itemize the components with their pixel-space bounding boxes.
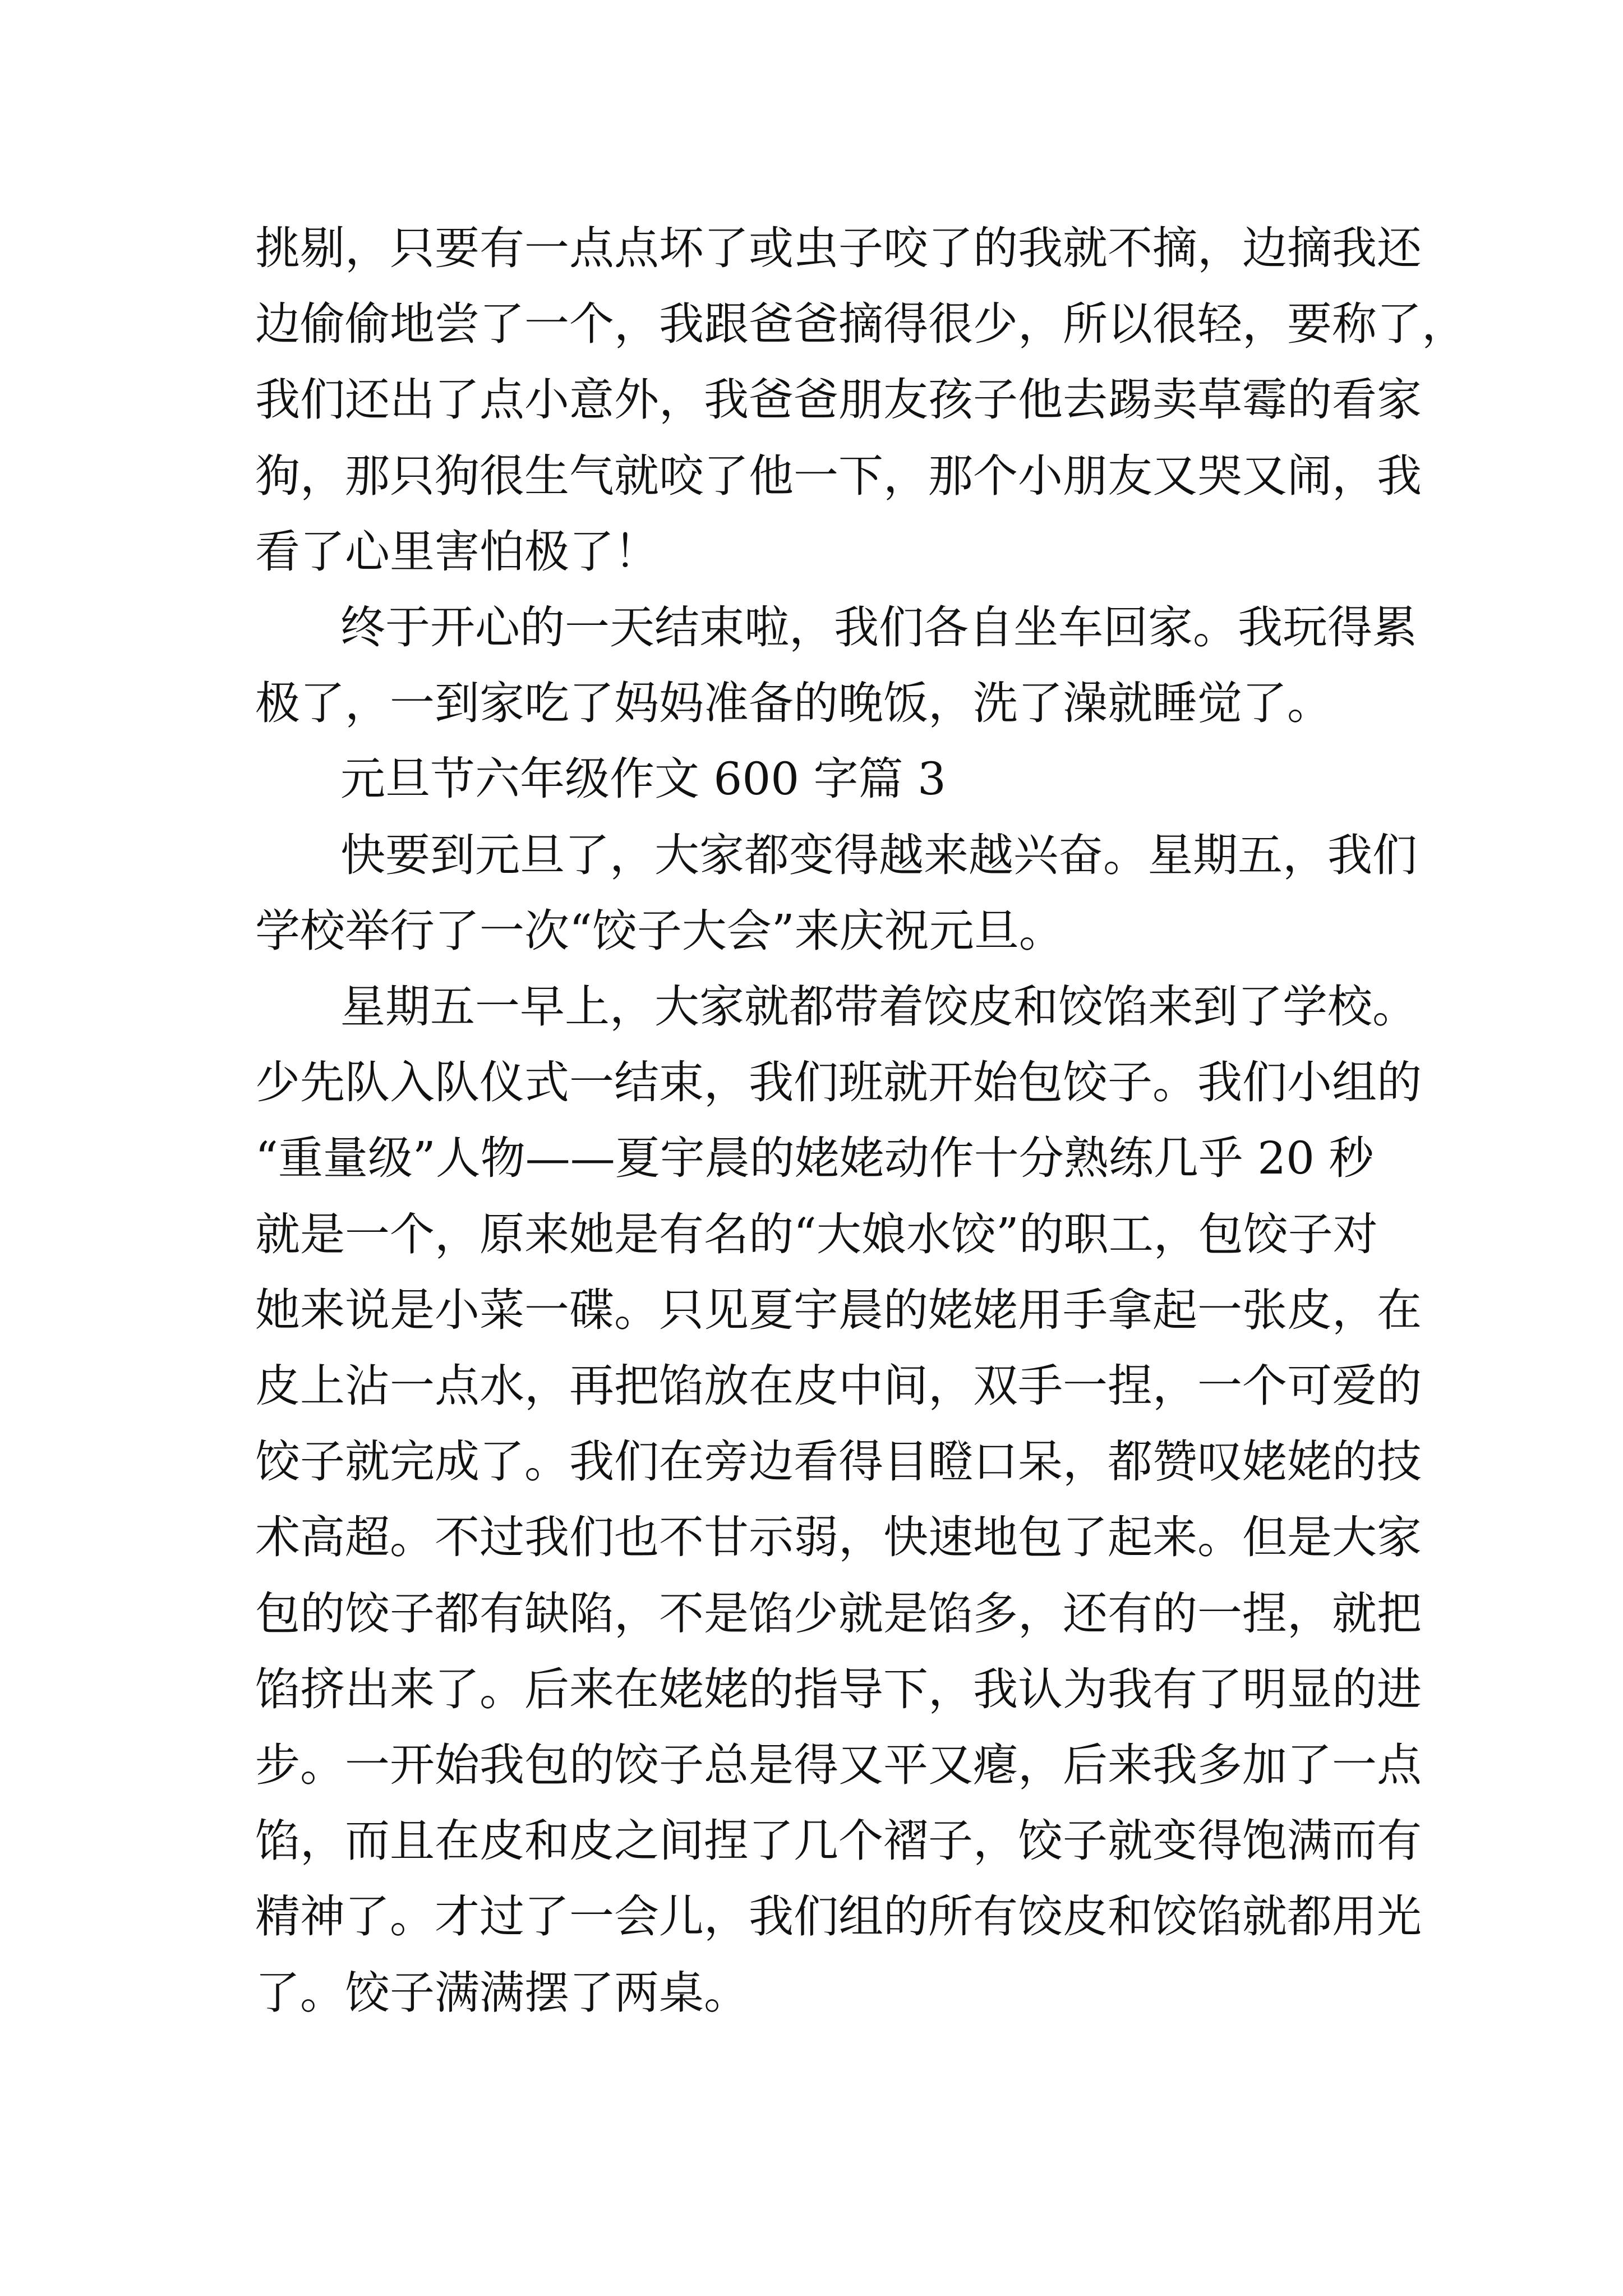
text-line [255,1348,1422,1424]
line-text: 看了心里害怕极了！ [255,525,659,578]
line-text: “重量级”人物——夏宇晨的姥姥动作十分熟练几乎 20 秒 [255,1132,1374,1185]
text-line [255,1803,1422,1879]
line-text: 精神了。才过了一会儿，我们组的所有饺皮和饺馅就都用光 [255,1890,1422,1943]
line-text: 快要到元旦了，大家都变得越来越兴奋。星期五，我们 [340,829,1417,881]
line-text: 少先队入队仪式一结束，我们班就开始包饺子。我们小组的 [255,1056,1422,1109]
text-line [255,1651,1422,1727]
line-text: 边偷偷地尝了一个，我跟爸爸摘得很少，所以很轻，要称了， [255,298,1467,351]
text-line [255,514,1405,590]
text-line [255,1120,1405,1196]
text-line [255,362,1422,438]
text-line [255,1955,1405,2031]
line-text: 包的饺子都有缺陷，不是馅少就是馅多，还有的一捏，就把 [255,1587,1422,1640]
line-text: 馅，而且在皮和皮之间捏了几个褶子，饺子就变得饱满而有 [255,1815,1422,1867]
text-line [255,893,1405,969]
line-text: 极了，一到家吃了妈妈准备的晚饭，洗了澡就睡觉了。 [255,677,1332,730]
line-text: 学校举行了一次“饺子大会”来庆祝元旦。 [255,904,1064,957]
paragraph-start-line [255,817,1417,893]
heading-text: 元旦节六年级作文 600 字篇 3 [340,753,946,806]
text-line [255,1727,1422,1803]
line-text: 就是一个，原来她是有名的“大娘水饺”的职工，包饺子对 [255,1208,1378,1260]
text-line [255,1424,1422,1499]
text-line [255,286,1467,362]
line-text: 我们还出了点小意外，我爸爸朋友孩子他去踢卖草霉的看家 [255,374,1422,426]
text-line [255,1272,1422,1348]
text-line [255,1499,1422,1575]
text-line [255,438,1422,514]
line-text: 皮上沾一点水，再把馅放在皮中间，双手一捏，一个可爱的 [255,1360,1422,1412]
line-text: 狗，那只狗很生气就咬了他一下，那个小朋友又哭又闹，我 [255,449,1422,502]
text-line [255,1576,1422,1651]
text-line [255,665,1405,741]
text-line [255,1879,1422,1954]
section-heading [255,741,1405,817]
text-line [255,1197,1405,1272]
line-text: 挑剔，只要有一点点坏了或虫子咬了的我就不摘，边摘我还 [255,222,1422,274]
essay-body [255,210,1467,2031]
line-text: 馅挤出来了。后来在姥姥的指导下，我认为我有了明显的进 [255,1663,1422,1715]
line-text: 她来说是小菜一碟。只见夏宇晨的姥姥用手拿起一张皮，在 [255,1283,1422,1336]
text-line [255,210,1422,286]
line-text: 终于开心的一天结束啦，我们各自坐车回家。我玩得累 [340,601,1417,654]
text-line [255,1045,1422,1120]
line-text: 饺子就完成了。我们在旁边看得目瞪口呆，都赞叹姥姥的技 [255,1435,1422,1488]
line-text: 术高超。不过我们也不甘示弱，快速地包了起来。但是大家 [255,1511,1422,1564]
paragraph-start-line [255,590,1417,665]
paragraph-start-line [255,969,1417,1045]
line-text: 了。饺子满满摆了两桌。 [255,1966,749,2019]
line-text: 星期五一早上，大家就都带着饺皮和饺馅来到了学校。 [340,981,1417,1033]
line-text: 步。一开始我包的饺子总是得又平又瘪，后来我多加了一点 [255,1739,1422,1792]
